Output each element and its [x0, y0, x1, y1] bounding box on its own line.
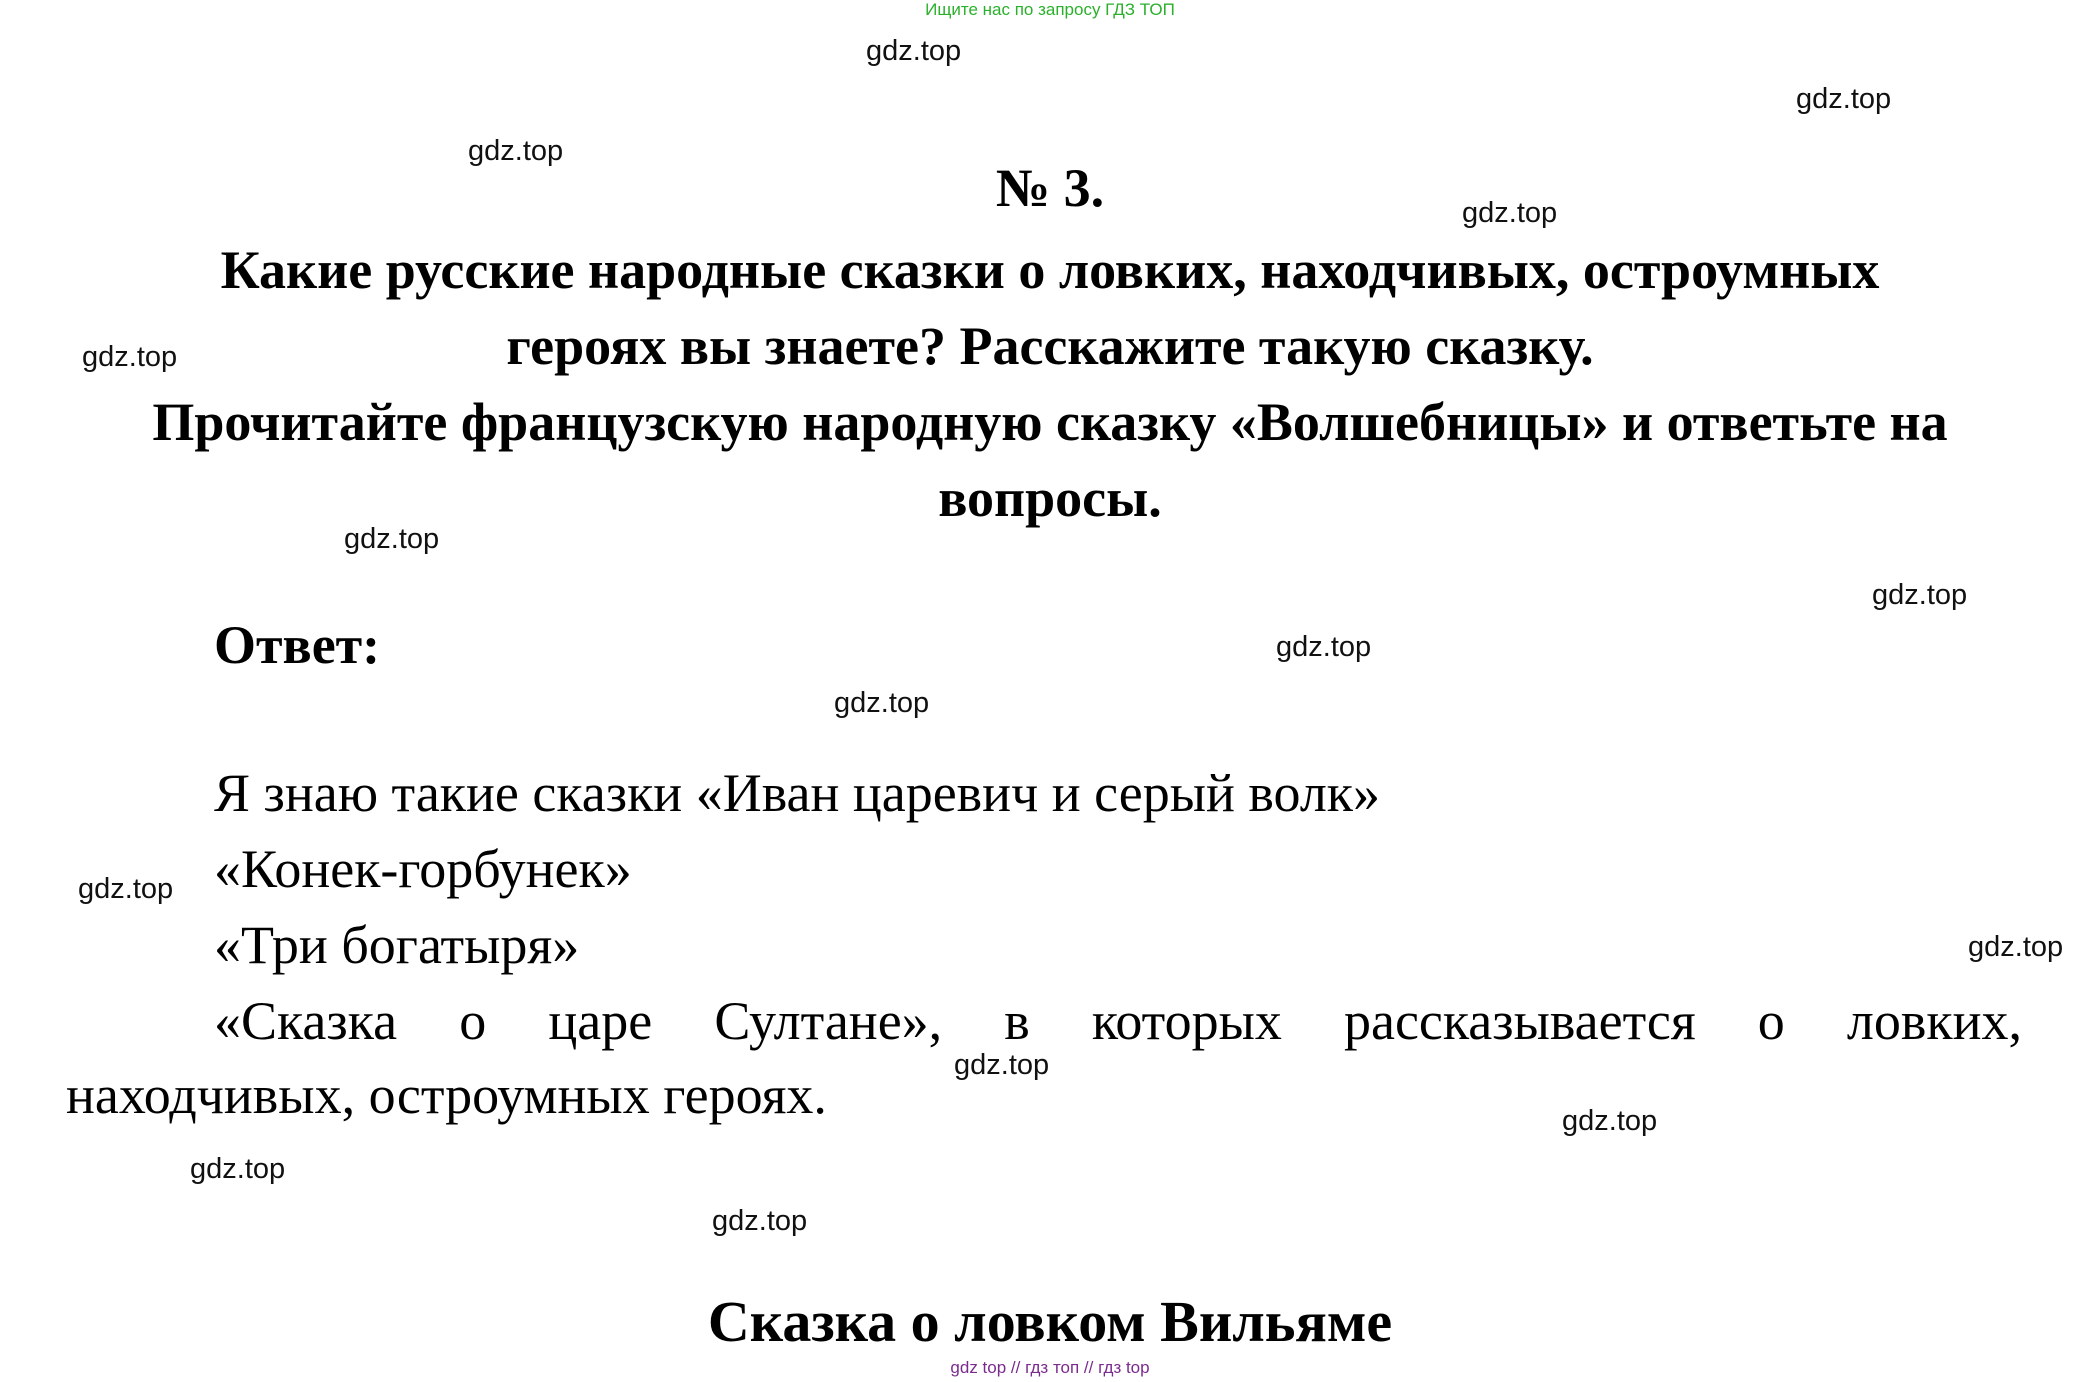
- question-line: героях вы знаете? Расскажите такую сказку.: [506, 316, 1594, 376]
- watermark: gdz.top: [866, 35, 962, 67]
- watermark: gdz.top: [1276, 631, 1372, 663]
- answer-line: «Сказка о царе Султане», в которых рассказывается о ловких,: [214, 991, 2022, 1051]
- search-banner: Ищите нас по запросу ГДЗ ТОП: [925, 0, 1175, 19]
- story-title: Сказка о ловком Вильяме: [707, 1289, 1393, 1354]
- watermark: gdz.top: [1872, 579, 1968, 611]
- watermark: gdz.top: [1968, 931, 2064, 963]
- watermark: gdz.top: [1462, 197, 1558, 229]
- answer-line: «Три богатыря»: [214, 915, 580, 975]
- watermark: gdz.top: [468, 135, 564, 167]
- watermark: gdz.top: [834, 687, 930, 719]
- footer-banner: gdz top // гдз топ // гдз top: [950, 1358, 1150, 1377]
- answer-heading: Ответ:: [214, 615, 381, 675]
- question-line: Какие русские народные сказки о ловких, находчивых, остроумных: [220, 240, 1880, 300]
- watermark: gdz.top: [712, 1205, 808, 1237]
- watermark: gdz.top: [82, 341, 178, 373]
- watermark: gdz.top: [1796, 83, 1892, 115]
- watermark: gdz.top: [190, 1153, 286, 1185]
- watermark: gdz.top: [1562, 1105, 1658, 1137]
- task-number: № 3.: [995, 158, 1105, 218]
- answer-line: находчивых, остроумных героях.: [66, 1065, 827, 1125]
- watermark: gdz.top: [78, 873, 174, 905]
- watermark: gdz.top: [344, 523, 440, 555]
- watermark: gdz.top: [954, 1049, 1050, 1081]
- question-line: Прочитайте французскую народную сказку «Волшебницы» и ответьте на: [152, 392, 1948, 452]
- task-question: [60, 232, 2040, 536]
- answer-line: Я знаю такие сказки «Иван царевич и серый волк»: [214, 763, 1381, 823]
- question-line: вопросы.: [938, 468, 1162, 528]
- answer-line: «Конек-горбунек»: [214, 839, 632, 899]
